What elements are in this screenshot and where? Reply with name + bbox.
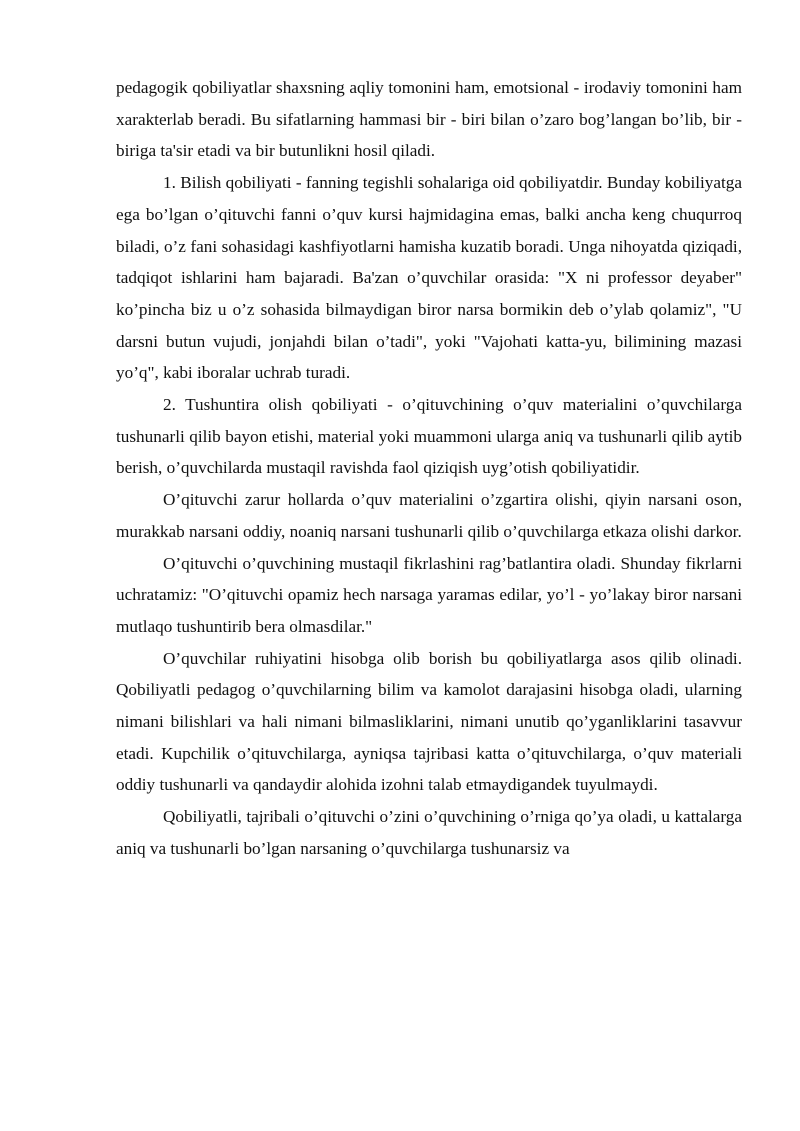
paragraph-tajribali-oqituvchi: Qobiliyatli, tajribali o’qituvchi o’zini o’quvchining o’rniga qo’ya oladi, u kattalarga aniq va tushunarli bo’lgan narsaning o’quvchilarga tushunarsiz va [116, 807, 742, 858]
document-body [116, 72, 742, 865]
paragraph-mustaqil-fikrlash: O’qituvchi o’quvchining mustaqil fikrlashini rag’batlantira oladi. Shunday fikrlarni uchratamiz: "O’qituvchi opamiz hech narsaga yaramas edilar, yo’l - yo’lakay biror narsani mutlaqo tushuntirib bera olmasdilar." [116, 553, 742, 636]
paragraph-ruhiyat: O’quvchilar ruhiyatini hisobga olib borish bu qobiliyatlarga asos qilib olinadi. Qobiliyatli pedagog o’quvchilarning bilim va kamolot darajasini hisobga oladi, ularning nimani bilishlari va hali nimani bilmasliklarini, nimani unutib qo’yganliklarini tasavvur etadi. Kupchilik o’qituvchilarga, ayniqsa tajribasi katta o’qituvchilarga, o’quv materiali oddiy tushunarli va qandaydir alohida izohni talab etmaydigandek tuyulmaydi. [116, 648, 742, 795]
paragraph-continuation: pedagogik qobiliyatlar shaxsning aqliy tomonini ham, emotsional - irodaviy tomonini ham xarakterlab beradi. Bu sifatlarning hammasi bir - biri bilan o’zaro bog’langan bo’lib, bir - biriga ta'sir etadi va bir butunlikni hosil qiladi. [116, 78, 742, 161]
paragraph-tushuntira-olish: 2. Tushuntira olish qobiliyati - o’qituvchining o’quv materialini o’quvchilarga tushunarli qilib bayon etishi, material yoki muammoni ularga aniq va tushunarli qilib aytib berish, o’quvchilarda mustaqil ravishda faol qiziqish uyg’otish qobiliyatidir. [116, 395, 742, 478]
paragraph-material-ozgartirish: O’qituvchi zarur hollarda o’quv materialini o’zgartira olishi, qiyin narsani oson, murakkab narsani oddiy, noaniq narsani tushunarli qilib o’quvchilarga etkaza olishi darkor. [116, 490, 742, 541]
paragraph-bilish-qobiliyati: 1. Bilish qobiliyati - fanning tegishli sohalariga oid qobiliyatdir. Bunday kobiliyatga ega bo’lgan o’qituvchi fanni o’quv kursi hajmidagina emas, balki ancha keng chuqurroq biladi, o’z fani sohasidagi kashfiyotlarni hamisha kuzatib boradi. Unga nihoyatda qiziqadi, tadqiqot ishlarini ham bajaradi. Ba'zan o’quvchilar orasida: "X ni professor deyaber" ko’pincha biz u o’z sohasida bilmaydigan biror narsa bormikin deb o’ylab qolamiz", "U darsni butun vujudi, jonjahdi bilan o’tadi", yoki "Vajohati katta-yu, bilimining mazasi yo’q", kabi iboralar uchrab turadi. [116, 173, 742, 383]
